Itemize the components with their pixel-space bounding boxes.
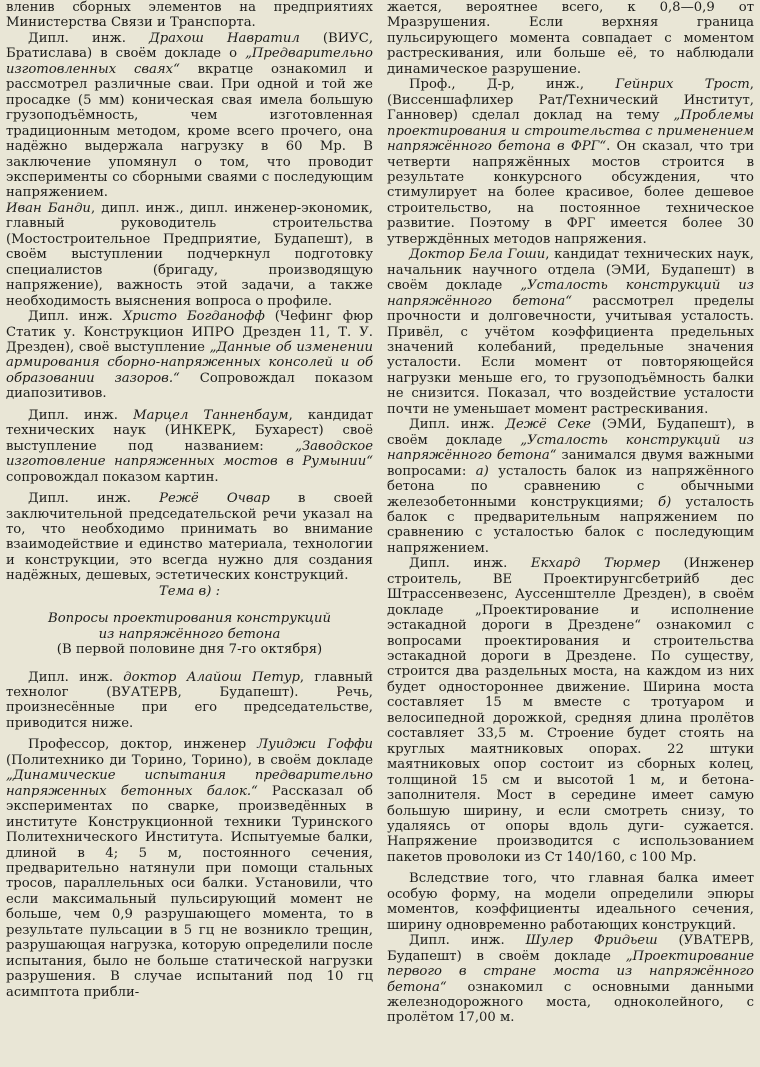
paragraph-text: Дипл. инж. (409, 556, 531, 572)
paragraph (6, 408, 373, 485)
paragraph-text: сопровождал показом картин. (6, 469, 219, 485)
paragraph-text: ознакомил с основными данными железнодорожного моста, одноколейного, с пролётом 17,00 м. (387, 979, 754, 1026)
paragraph-text: Дипл. инж. (28, 491, 160, 507)
paragraph-text: Рассказал об экспериментах по сварке, произведённых в институте Конструкционной техники Туринского Политехнического Института. Испытуемые балки, длиной в 4; 5 м, постоянного сечения, предварительно натянули при помощи стальных тросов, параллельных оси балки. Установили, что если максимальный пульсирующий момент не больше, чем 0,9 разрушающего момента, то в результате пульсации в 5 гц не возникло трещин, разрушающая нагрузка, которую определили после испытания, было не больше статической нагрузки разрушения. В случае испытаний под 10 гц асимптота прибли- (6, 783, 373, 1000)
paragraph-text: Дипл. инж. (28, 309, 123, 325)
paragraph (387, 247, 754, 417)
paragraph (6, 737, 373, 1000)
paragraph (387, 0, 754, 77)
paragraph-text: Сопровождал показом диапозитивов. (6, 370, 373, 402)
topic-date: (В первой половине дня 7-го октября) (56, 642, 323, 658)
paragraph (6, 31, 373, 201)
person-name: доктор Алайош Петур (123, 669, 300, 685)
person-name: Иван Банди (6, 200, 91, 216)
right-column (387, 0, 754, 1067)
paragraph-text: занимался двумя важными вопросами: (387, 448, 755, 479)
person-name: Драхош Навратил (149, 30, 300, 46)
report-title: „Предварительно изготовленных сваях“ (6, 46, 373, 77)
paragraph (6, 0, 373, 31)
person-name: Екхард Тюрмер (530, 556, 661, 572)
paragraph-text: Дипл. инж. (28, 669, 124, 685)
report-title: „Заводское изготовление напряженных мостов в Румынии“ (6, 438, 373, 470)
person-name: Шулер Фридьеш (525, 933, 658, 949)
paragraph-text: , кандидат технических наук (ИНКЕРК, Бухарест) своё выступление под названием: (6, 407, 374, 454)
paragraph (6, 201, 373, 309)
paragraph-text: Дипл. инж. (409, 417, 506, 433)
paragraph-text: рассмотрел пределы прочности и долговечности, учитывая усталость. Привёл, с учётом коэффициента предельных значений колебаний, предельные значения усталости. Если момент от повторяющейся нагрузки меньше его, то грузоподъёмность балки не снизится. Показал, что воздействие усталости почти не уменьшает момент растрескивания. (387, 293, 754, 417)
paragraph-text: (Чефинг фюр Статик у. Конструкцион ИПРО Дрезден 11, Т. У. Дрезден), своё выступление (6, 309, 374, 355)
report-title: „Данные об изменении армирования сборно-напряженных консолей и об образовании зазоров.“ (6, 339, 373, 386)
paragraph-text: Дипл. инж. (409, 933, 526, 949)
paragraph-text: жается, вероятнее всего, к 0,8—0,9 от Мразрушения. Если верхняя граница пульсирующего момента совпадает с моментом растрескивания, или больше её, то наблюдали динамическое разрушение. (387, 0, 754, 77)
paragraph-text: , (Виссеншафлихер Рат/Технический Институт, Ганновер) сделал доклад на тему (387, 77, 754, 124)
list-marker: б) (658, 494, 672, 510)
paragraph (387, 417, 754, 556)
topic-label: Тема в) : (158, 583, 221, 599)
left-column (6, 0, 373, 1067)
report-title: „Усталость конструкций из напряжённого бетона“ (387, 278, 754, 309)
paragraph-text: Профессор, доктор, инженер (28, 737, 258, 753)
paragraph-text: , дипл. инж., дипл. инженер-экономик, главный руководитель строительства (Мостостроительное Предприятие, Будапешт), в своём выступлении подчеркнул подготовку специалистов (бригаду, производящую напряжение), важность этой задачи, а также необходимость выяснения вопроса о профиле. (6, 200, 373, 309)
topic-title: из напряжённого бетона (98, 626, 281, 642)
paragraph-text: в своей заключительной председательской речи указал на то, что необходимо принимать во внимание взаимодействие и единство материала, технологии и конструкции, это всегда нужно для создания надёжных, дешевых, эстетических конструкций. (6, 491, 374, 584)
person-name: Гейнрих Трост (615, 77, 750, 93)
paragraph-text: усталость балок с предварительным напряжением по сравнению с усталостью балок с последующим напряжением. (387, 494, 754, 556)
report-title: „Динамические испытания предварительно напряженных бетонных балок.“ (6, 768, 373, 799)
paragraph-text: усталость балок из напряжённого бетона по сравнению с обычными железобетонными конструкциями; (387, 463, 754, 510)
paragraph (6, 491, 373, 584)
report-title: „Проектирование первого в стране моста из напряжённого бетона“ (387, 948, 754, 995)
paragraph-text: . Он сказал, что три четверти напряжённых мостов строится в результате конкурсного обсуждения, что стимулирует на более красивое, более дешевое строительство, на постоянное техническое развитие. Поэтому в ФРГ имеется более 30 утверждённых методов напряжения. (387, 139, 755, 247)
paragraph-text: вленив сборных элементов на предприятиях Министерства Связи и Транспорта. (6, 0, 373, 31)
topic-title: Вопросы проектирования конструкций (48, 611, 331, 627)
person-name: Дежё Секе (505, 417, 591, 433)
person-name: Режё Очвар (159, 491, 270, 507)
report-title: „Проблемы проектирования и строительства с применением напряжённого бетона в ФРГ“ (387, 108, 754, 155)
paragraph-text: (Политехнико ди Торино, Торино), в своём докладе (6, 752, 373, 768)
person-name: Луиджи Гоффи (257, 737, 373, 753)
paragraph (387, 871, 754, 933)
paragraph-text: Вследствие того, что главная балка имеет особую форму, на модели определили эпюры моментов, коэффициенты идеального сечения, ширину одновременно работающих конструкций. (387, 871, 754, 933)
paragraph-text: Дипл. инж. (28, 30, 149, 46)
paragraph-text: вкратце ознакомил и рассмотрел различные сваи. При одной и той же просадке (5 мм) коническая свая имела большую грузоподъёмность, чем изготовленная традиционным методом, кроме всего прочего, она надёжно выдержала нагрузку в 60 Мр. В заключение упомянул о том, что проводит эксперименты со сборными сваями с последующим напряжением. (6, 61, 373, 201)
paragraph-text: (ЭМИ, Будапешт), в своём докладе (387, 417, 754, 448)
person-name: Христо Богданофф (122, 309, 265, 325)
paragraph (387, 933, 754, 1026)
person-name: Доктор Бела Гоши (409, 247, 546, 263)
paragraph (387, 556, 754, 865)
paragraph (6, 309, 373, 402)
section-heading (6, 584, 373, 658)
paragraph-text: Проф., Д-р, инж., (409, 77, 616, 93)
paragraph-text: (Инженер строитель, ВЕ Проектирунгсбетрийб дес Штрассенвезенс, Ауссенштелле Дрезден), в своём докладе „Проектирование и исполнение эстакадной дороги в Дрездене“ ознакомил с вопросами проектирования и строительства эстакадной дороги в Дрездене. По существу, строится два раздельных моста, на каждом из них будет одностороннее движение. Ширина моста составляет 15 м вместе с тротуаром и велосипедной дорожкой, средняя длина пролётов составляет 33,5 м. Строение будет стоять на круглых маятниковых опорах. 22 штуки маятниковых опор состоит из сборных колец, толщиной 15 см и высотой 1 м, и бетона-заполнителя. Мост в середине имеет самую большую ширину, и если смотреть снизу, то удаляясь от опоры вдоль дуги- сужается. Напряжение производится с использованием пакетов проволоки из Ст 140/160, с 100 Мр. (387, 556, 754, 865)
paragraph (387, 77, 754, 247)
list-marker: а) (475, 463, 489, 479)
report-title: „Усталость конструкций из напряжённого бетона“ (387, 432, 754, 464)
person-name: Марцел Танненбаум (133, 407, 289, 423)
paragraph-text: (ВИУС, Братислава) в своём докладе о (6, 30, 374, 62)
paragraph-text: (УВАТЕРВ, Будапешт) в своём докладе (387, 933, 755, 964)
paragraph-text: , главный технолог (ВУАТЕРВ, Будапешт). Речь, произнесённые при его председательстве, приводится ниже. (6, 669, 374, 731)
paragraph-text: , кандидат технических наук, начальник научного отдела (ЭМИ, Будапешт) в своём докладе (387, 247, 754, 294)
paragraph (6, 670, 373, 732)
paragraph-text: Дипл. инж. (28, 407, 134, 423)
